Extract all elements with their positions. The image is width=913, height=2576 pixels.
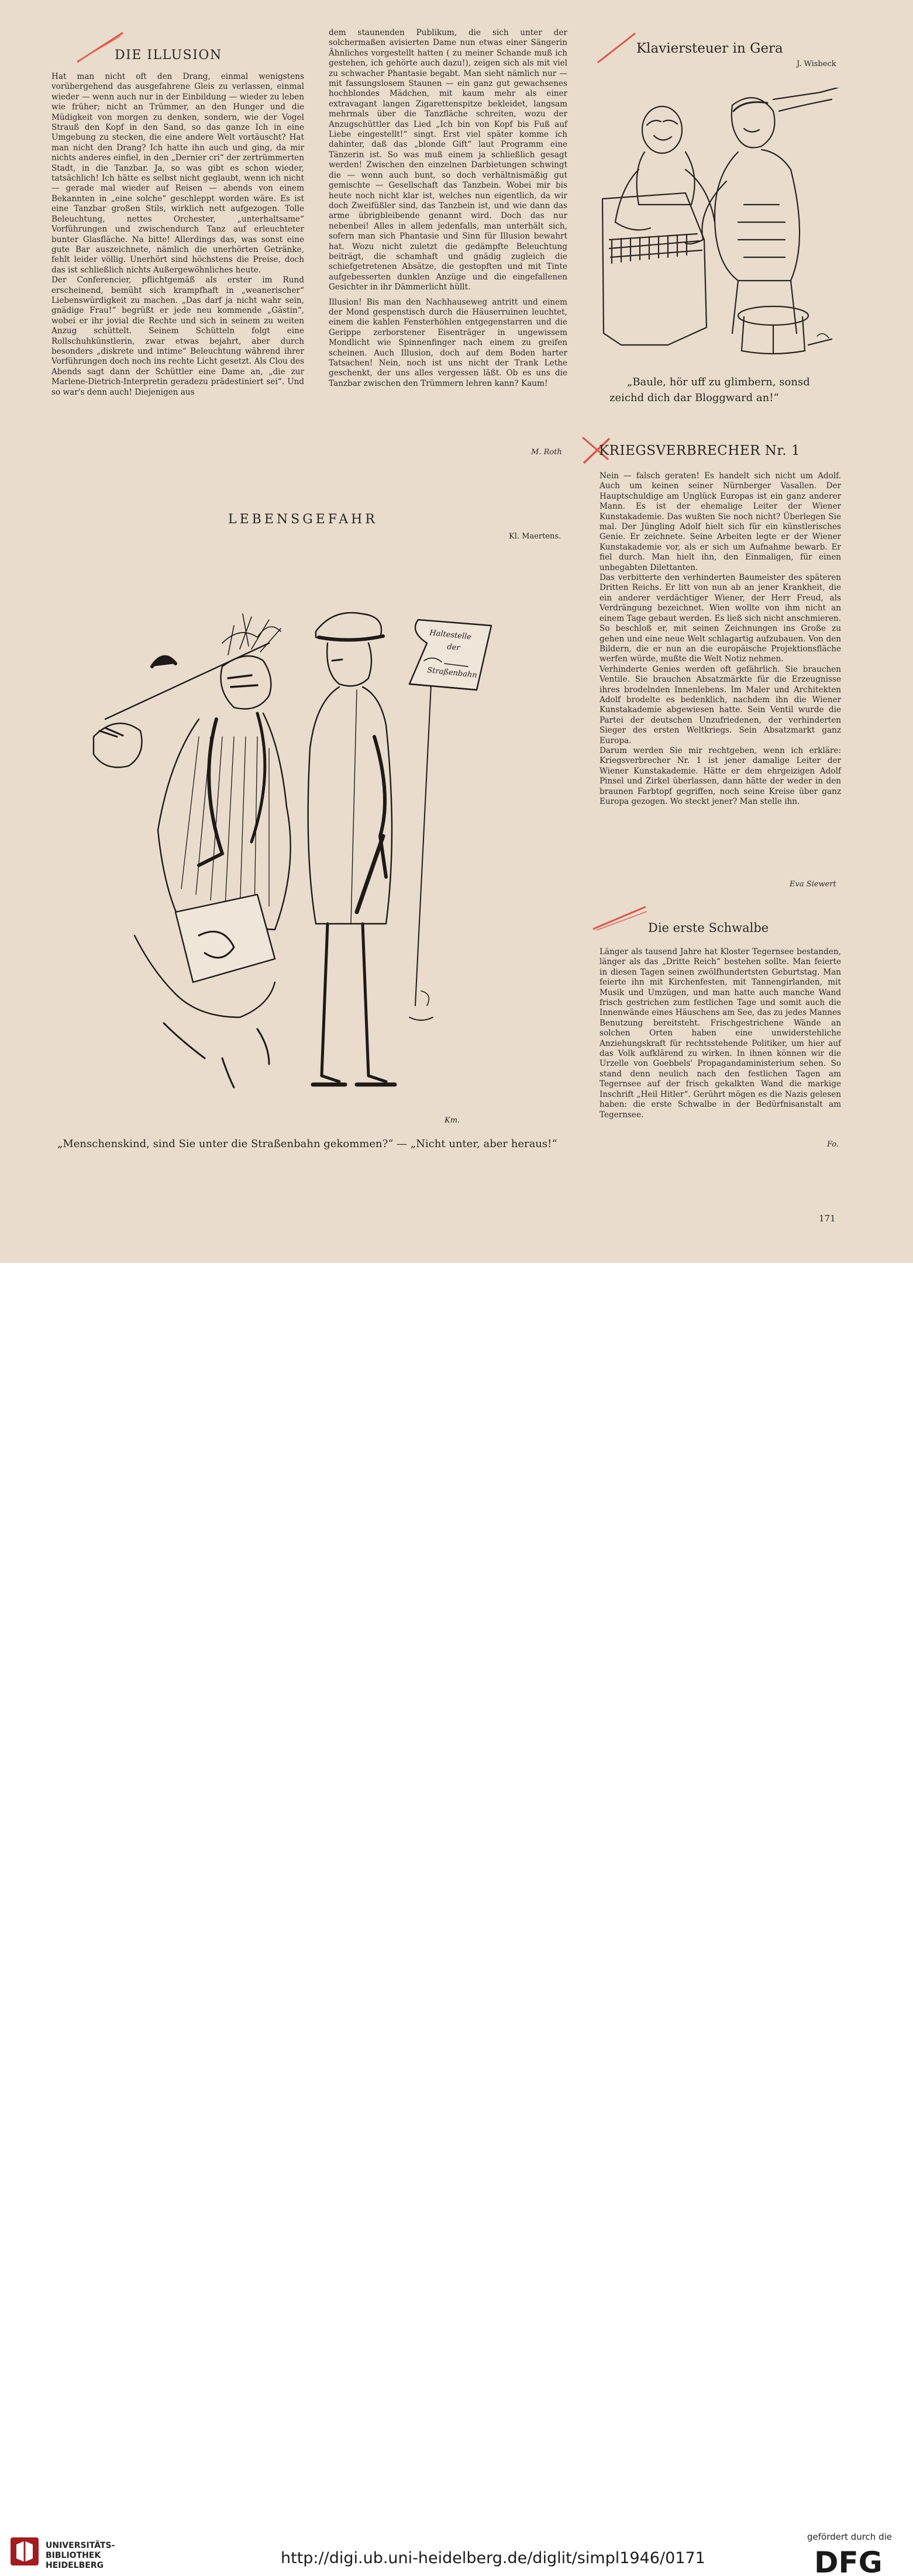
scanned-page [0, 0, 913, 1263]
illusion-column-1 [51, 72, 304, 398]
schwalbe-body [600, 947, 841, 1120]
illusion-title: DIE ILLUSION [115, 48, 222, 63]
tram-victim-illustration [82, 561, 573, 1146]
kriegsverbrecher-title: KRIEGSVERBRECHER Nr. 1 [599, 443, 801, 458]
university-library-name [46, 2541, 115, 2571]
kriegsverbrecher-body [600, 471, 841, 807]
kriegsverbrecher-paragraph-3: Verhinderte Genies werden oft gefährlich. Sie brauchen Ventile. Sie brauchen Absatzmärkte für die Erzeugnisse ihres brodelnden Innenlebens. Im Maler und Architekten Adolf brodelte es bedenklich, nachdem ihn die Wiener Kunstakademie abgewiesen hatte. Sein Ventil wurde die Partei der deutschen Unzufriedenen, der verhinderten Sieger des ersten Weltkriegs. Sein Absatzmarkt ganz Europa. [600, 664, 841, 745]
tram-sign-line-1: Haltestelle [429, 629, 472, 642]
schwalbe-title: Die erste Schwalbe [648, 921, 769, 935]
institution-line-3: HEIDELBERG [46, 2561, 104, 2570]
schwalbe-author: Fo. [827, 1140, 839, 1149]
viewer-footer [0, 1263, 913, 2576]
red-pencil-mark-schwalbe [591, 903, 649, 933]
illusion-author: M. Roth [531, 448, 562, 457]
illustration-signature: Km. [445, 1116, 460, 1125]
illusion-paragraph-1: Hat man nicht oft den Drang, einmal wenigstens vorübergehend das ausgefahrene Gleis zu verlassen, einmal wieder — wenn auch nur in der Einbildung — wieder zu leben wie früher; nicht an Trümmer, an den Hunger und die Müdigkeit von morgen zu denken, sondern, wie der Vogel Strauß den Kopf in den Sand, so das ganze Ich in eine Umgebung zu stecken, die eine andere Welt vortäuscht? Hat man nicht den Drang? Ich hatte ihn auch und ging, da mir nichts anderes einfiel, in den „Dernier cri“ der zertrümmerten Stadt, in die Tanzbar. Ja, so was gibt es schon wieder, tatsächlich! Ich hätte es selbst nicht geglaubt, wenn ich nicht — gerade mal wieder auf Reisen — abends von einem Bekannten in „eine solche“ geschleppt worden wäre. Es ist eine Tanzbar großen Stils, wirklich nett aufgezogen. Tolle Beleuchtung, nettes Orchester, „unterhaltsame“ Vorführungen und zwischendurch Tanz auf erleuchteter bunter Glasfläche. Na bitte! Allerdings das, was sonst eine gute Bar auszeichnete, nämlich die unerhörten Getränke, fehlt leider völlig. Unerhört sind höchstens die Preise, doch das ist schließlich nichts Außergewöhnliches heute. [51, 72, 304, 275]
klaviersteuer-title: Klaviersteuer in Gera [636, 41, 783, 56]
kriegsverbrecher-author: Eva Siewert [790, 880, 836, 889]
illusion-paragraph-3: dem staunenden Publikum, die sich unter der solchermaßen avisierten Dame nun etwas einer Sängerin Ähnliches vorgestellt hatten ( zu meiner Schande muß ich gestehen, ich gehörte auch dazu!), zeigen sich als mit viel zu schwacher Phantasie begabt. Man sieht nämlich nur — mit fassungslosem Staunen — ein ganz gut gewachsenes hochblondes Mädchen, mit kaum mehr als einer extravagant langen Zigarettenspitze bekleidet, langsam mehrmals über die Tanzfläche schreiten, wozu der Anzugschüttler das Lied „Ich bin von Kopf bis Fuß auf Liebe eingestellt!“ singt. Erst viel später komme ich dahinter, daß das „blonde Gift“ laut Programm eine Tänzerin ist. So was muß einem ja schließlich gesagt werden! Zwischen den einzelnen Darbietungen schwingt die — wenn auch bunt, so doch verhältnismäßig gut gemischte — Gesellschaft das Tanzbein. Wobei mir bis heute noch nicht klar ist, welches nun eigentlich, da wir doch Zweifüßler sind, das Tanzbein ist, und wie dann das arme übrigbleibende genannt wird. Doch das nur nebenbei! Alles in allem jedenfalls, man unterhält sich, sofern man sich Phantasie und Sinn für Illusion bewahrt hat. Wozu nicht zuletzt die gedämpfte Beleuchtung beiträgt, die schamhaft und gnädig zugleich die schiefgetretenen Absätze, die gestopften und mit Tinte aufgebesserten dunklen Anzüge und die eingefallenen Gesichter in ihr Dämmerlicht hüllt. [329, 28, 567, 292]
lebensgefahr-artist: Kl. Maertens. [509, 532, 561, 541]
schwalbe-paragraph: Länger als tausend Jahre hat Kloster Tegernsee bestanden, länger als das „Dritte Reich“ bestehen sollte. Man feierte in diesen Tagen seinen zwölfhundertsten Geburtstag. Man feierte ihn mit Kirchenfesten, mit Tannengirlanden, mit Musik und Umzügen, und man hatte auch manche Wand frisch gestrichen zum festlichen Tage und somit auch die Innenwände eines Häuschens am See, das zu jedes Mannes Benutzung bereitsteht. Frischgestrichene Wände an solchen Orten haben eine unwiderstehliche Anziehungskraft für rechtsstehende Politiker, um hier auf das Volk aufklärend zu wirken. In ihnen können wir die Urzelle von Goebbels' Propagandaministerium sehen. So stand denn neulich nach den festlichen Tagen am Tegernsee auf der frisch gekalkten Wand die markige Inschrift „Heil Hitler“. Gerührt mögen es die Nazis gelesen haben: die erste Schwalbe in der Bedürfnisanstalt am Tegernsee. [600, 947, 841, 1120]
lebensgefahr-caption: „Menschenskind, sind Sie unter die Straßenbahn gekommen?“ — „Nicht unter, aber heraus!“ [57, 1138, 557, 1150]
red-pencil-mark-klaviersteuer [595, 30, 639, 65]
lebensgefahr-title: LEBENSGEFAHR [228, 512, 378, 527]
dfg-logo-icon [814, 2547, 902, 2576]
university-library-logo-icon [8, 2535, 41, 2568]
document-url-link[interactable]: http://digi.ub.uni-heidelberg.de/diglit/simpl1946/0171 [281, 2549, 705, 2567]
klaviersteuer-caption-line-1: „Baule, hör uff zu glimbern, sonsd [627, 376, 810, 388]
illusion-paragraph-4: Illusion! Bis man den Nachhauseweg antritt und einem der Mond gespenstisch durch die Häuserruinen leuchtet, einem die kahlen Fensterhöhlen entgegenstarren und die Gerippe zerborstener Eisenträger in ungewissem Mondlicht wie Spinnenfinger nach einem zu greifen scheinen. Auch Illusion, doch auf dem Boden harter Tatsachen! Nein, noch ist uns nicht der Trank Lethe geschenkt, der uns alles vergessen läßt. Ob es uns die Tanzbar zwischen den Trümmern lehren kann? Kaum! [329, 297, 567, 388]
kriegsverbrecher-paragraph-4: Darum werden Sie mir rechtgeben, wenn ich erkläre: Kriegsverbrecher Nr. 1 ist jener damalige Leiter der Wiener Kunstakademie. Hätte er dem ehrgeizigen Adolf Pinsel und Zirkel überlassen, dann hätte der weder in den braunen Farbtopf gegriffen, noch seine Kreise über ganz Europa gezogen. Wo steckt jener? Man stelle ihn. [600, 745, 841, 806]
illusion-column-2 [329, 28, 567, 389]
institution-line-2: BIBLIOTHEK [46, 2551, 101, 2560]
kriegsverbrecher-paragraph-2: Das verbitterte den verhinderten Baumeister des späteren Dritten Reichs. Er litt von nun ab an jener Krankheit, die ein anderer verdächtiger Wiener, der Herr Freud, als Verdrängung bezeichnet. Wien wollte von ihm nicht an einem Tage gebaut werden. Es ließ sich nicht anschmieren. So beschloß er, mit seinen Zeichnungen ins Große zu gehen und eine neue Welt schlagartig aufzubauen. Von den Bildern, die er nun an die europäische Projektionsfläche werfen würde, mußte die Welt Notiz nehmen. [600, 573, 841, 664]
kriegsverbrecher-paragraph-1: Nein — falsch geraten! Es handelt sich nicht um Adolf. Auch um keinen seiner Nürnberger Vasallen. Der Hauptschuldige am Unglück Europas ist ein ganz anderer Mann. Es ist der ehemalige Leiter der Wiener Kunstakademie. Das wußten Sie noch nicht? Überlegen Sie mal. Der Jüngling Adolf hielt sich für ein künstlerisches Genie. Er zeichnete. Seine Arbeiten legte er der Wiener Kunstakademie vor, als er sich um Aufnahme bewarb. Er fiel durch. Man hielt ihn, den Einmaligen, für einen unbegabten Dilettanten. [600, 471, 841, 572]
tram-sign-line-3: Straßenbahn [426, 666, 478, 680]
tram-sign-line-2: der [446, 643, 461, 653]
klaviersteuer-artist: J. Wisbeck [797, 60, 836, 68]
illusion-paragraph-2: Der Conferencier, pflichtgemäß als erster im Rund erscheinend, bemüht sich krampfhaft in „weanerischer“ Liebenswürdigkeit zu machen. „Das darf ja nicht wahr sein, gnädige Frau!“ begrüßt er jede neu kommende „Gästin“, wobei er ihr jovial die Rechte und sich in seinem zu weiten Anzug schüttelt. Seinem Schütteln folgt eine Rollschuhkünstlerin, zwar etwas bejahrt, aber durch besonders „diskrete und intime“ Beleuchtung während ihrer Vorführungen doch noch ins rechte Licht gesetzt. Als Clou des Abends sagt dann der Schüttler eine Dame an, „die zur Marlene-Dietrich-Interpretin geradezu prädestiniert sei“. Und so war's denn auch! Diejenigen aus [51, 275, 304, 397]
piano-players-illustration [598, 88, 843, 357]
sponsor-text: gefördert durch die [807, 2532, 892, 2542]
page-number: 171 [819, 1213, 836, 1224]
dfg-logo-text: DFG [814, 2547, 883, 2576]
institution-line-1: UNIVERSITÄTS- [46, 2541, 115, 2550]
klaviersteuer-caption-line-2: zeichd dich dar Bloggward an!“ [609, 392, 779, 404]
